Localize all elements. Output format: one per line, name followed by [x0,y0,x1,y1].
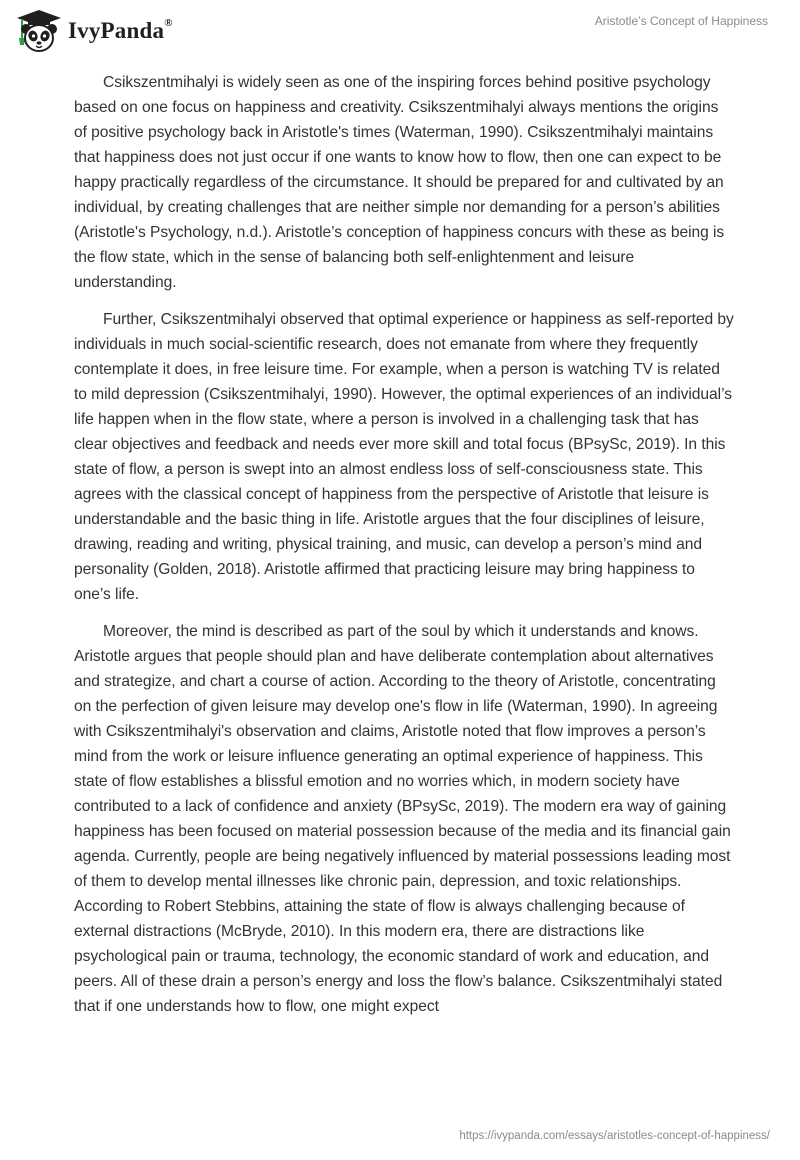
essay-body [74,70,734,1031]
document-title: Aristotle’s Concept of Happiness [594,14,768,28]
page-header [0,0,800,60]
panda-graduate-icon [14,8,64,54]
registered-mark: ® [164,17,173,30]
paragraph: Csikszentmihalyi is widely seen as one of the inspiring forces behind positive psychology based on one focus on happiness and creativity. Csikszentmihalyi always mentions the origins of positive psychology back in Aristotle's times (Waterman, 1990). Csikszentmihalyi maintains that happiness does not just occur if one wants to know how to flow, then one can expect to be happy practically regardless of the circumstance. It should be prepared for and cultivated by an individual, by creating challenges that are neither simple nor demanding for a person’s abilities (Aristotle's Psychology, n.d.). Aristotle’s conception of happiness concurs with these as being is the flow state, which in the sense of balancing both self-enlightenment and leisure understanding. [74,74,725,291]
paragraph: Moreover, the mind is described as part of the soul by which it understands and knows. Aristotle argues that people should plan and have deliberate contemplation about alternatives and strategize, and chart a course of action. According to the theory of Aristotle, concentrating on the perfection of given leisure may develop one's flow in life (Waterman, 1990). In agreeing with Csikszentmihalyi's observation and claims, Aristotle noted that flow improves a person’s mind from the work or leisure influence generating an optimal experience of happiness. This state of flow establishes a blissful emotion and no worries which, in modern society have contributed to a lack of confidence and anxiety (BPsySc, 2019). The modern era way of gaining happiness has been focused on material possession because of the media and its financial gain agenda. Currently, people are being negatively influenced by material possessions leading most of them to develop mental illnesses like chronic pain, depression, and toxic relationships. According to Robert Stebbins, attaining the state of flow is always challenging because of external distractions (McBryde, 2010). In this modern era, there are distractions like psychological pain or trauma, technology, the economic standard of work and education, and peers. All of these drain a person’s energy and loss the flow’s balance. Csikszentmihalyi stated that if one understands how to flow, one might expect [74,623,731,1015]
source-url[interactable]: https://ivypanda.com/essays/aristotles-concept-of-happiness/ [459,1130,770,1142]
brand-logo[interactable] [14,8,173,54]
brand-name: IvyPanda® [68,17,173,43]
paragraph: Further, Csikszentmihalyi observed that optimal experience or happiness as self-reported by individuals in much social-scientific research, does not emanate from where they frequently contemplate it does, in free leisure time. For example, when a person is watching TV is related to mild depression (Csikszentmihalyi, 1990). However, the optimal experiences of an individual’s life happen when in the flow state, where a person is involved in a challenging task that has clear objectives and feedback and needs ever more skill and total focus (BPsySc, 2019). In this state of flow, a person is swept into an almost endless loss of self-consciousness state. This agrees with the classical concept of happiness from the perspective of Aristotle that leisure is understandable and the basic thing in life. Aristotle argues that the four disciplines of leisure, drawing, reading and writing, physical training, and music, can develop a person’s mind and personality (Golden, 2018). Aristotle affirmed that practicing leisure may bring happiness to one’s life. [74,311,734,603]
